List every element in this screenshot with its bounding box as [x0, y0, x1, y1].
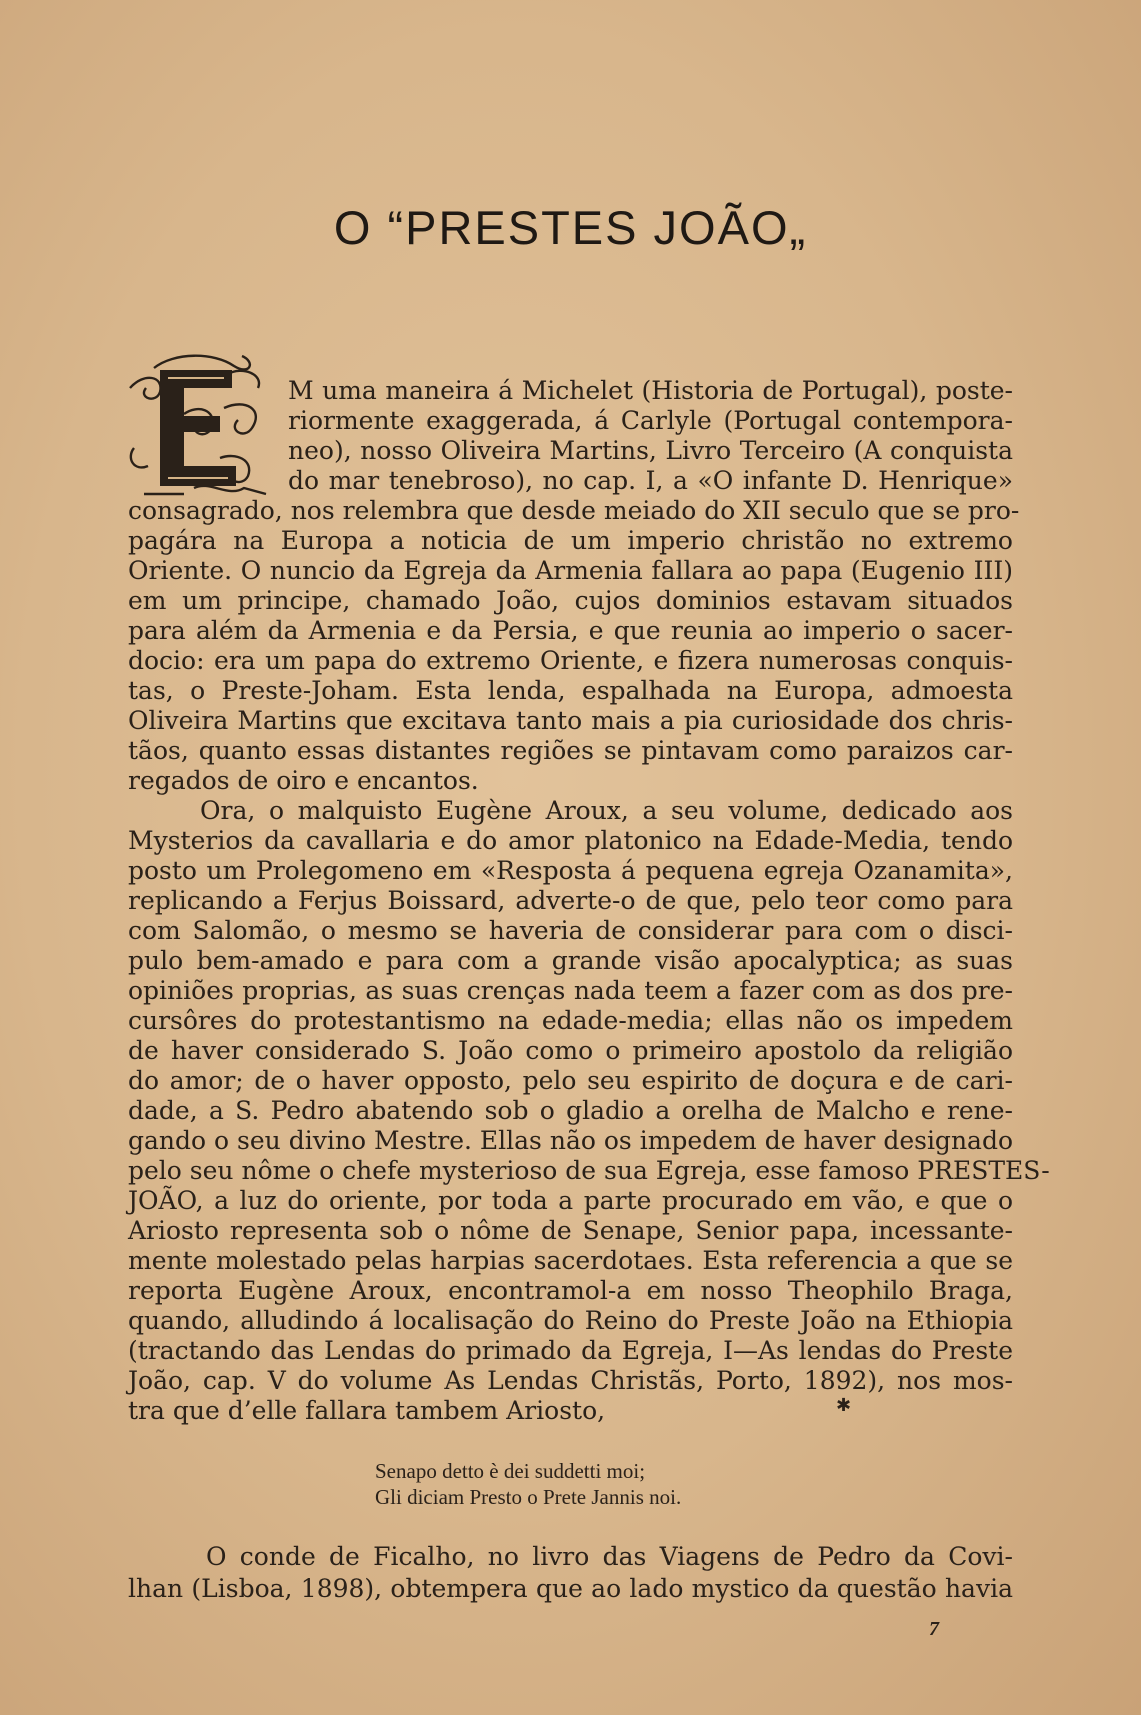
text-line: do mar tenebroso), no cap. I, a «O infante D. Henrique»	[288, 466, 1013, 495]
text-line: JOÃO, a luz do oriente, por toda a parte procurado em vão, e que o	[128, 1186, 1013, 1215]
text-line: tãos, quanto essas distantes regiões se pintavam como paraizos car-	[128, 736, 1013, 765]
text-line: posto um Prolegomeno em «Resposta á pequena egreja Ozanamita»,	[128, 856, 1013, 885]
text-line: neo), nosso Oliveira Martins, Livro Terceiro (A conquista	[288, 436, 1013, 465]
text-line: gando o seu divino Mestre. Ellas não os impedem de haver designado	[128, 1126, 1013, 1155]
text-line: Ora, o malquisto Eugène Aroux, a seu volume, dedicado aos	[200, 796, 1013, 825]
closing-paragraph	[128, 1541, 1013, 1605]
text-line: consagrado, nos relembra que desde meiado do XII seculo que se pro-	[128, 496, 1020, 525]
text-line: Oriente. O nuncio da Egreja da Armenia fallara ao papa (Eugenio III)	[128, 556, 1013, 585]
text-line: O conde de Ficalho, no livro das Viagens de Pedro da Covi-	[206, 1542, 1013, 1571]
text-line: dade, a S. Pedro abatendo sob o gladio a orelha de Malcho e rene-	[128, 1096, 1013, 1125]
text-line: regados de oiro e encantos.	[128, 766, 479, 795]
text-line: em um principe, chamado João, cujos dominios estavam situados	[128, 586, 1013, 615]
text-line: para além da Armenia e da Persia, e que reunia ao imperio o sacer-	[128, 616, 1013, 645]
text-line: com Salomão, o mesmo se haveria de considerar para com o disci-	[128, 916, 1013, 945]
verse-line: Senapo detto è dei suddetti moi;	[375, 1459, 646, 1483]
text-line: Oliveira Martins que excitava tanto mais a pia curiosidade dos chris-	[128, 706, 1013, 735]
text-line: (tractando das Lendas do primado da Egreja, I—As lendas do Preste	[128, 1336, 1013, 1365]
text-line: riormente exaggerada, á Carlyle (Portugal contempora-	[288, 406, 1013, 435]
text-line: de haver considerado S. João como o primeiro apostolo da religião	[128, 1036, 1013, 1065]
text-line: João, cap. V do volume As Lendas Christãs, Porto, 1892), nos mos-	[128, 1366, 1013, 1395]
text-line: mente molestado pelas harpias sacerdotaes. Esta referencia a que se	[128, 1246, 1013, 1275]
text-line: pagára na Europa a noticia de um imperio christão no extremo	[128, 526, 1013, 555]
text-line: opiniões proprias, as suas crenças nada teem a fazer com as dos pre-	[128, 976, 1013, 1005]
text-line: M uma maneira á Michelet (Historia de Portugal), poste-	[288, 376, 1013, 405]
text-line: pelo seu nôme o chefe mysterioso de sua Egreja, esse famoso PRESTES-	[128, 1156, 1050, 1185]
text-line: Ariosto representa sob o nôme de Senape, Senior papa, incessante-	[128, 1216, 1013, 1245]
verse-line: Gli diciam Presto o Prete Jannis noi.	[375, 1485, 682, 1509]
page-number: 7	[929, 1618, 939, 1640]
text-line: tra que d’elle fallara tambem Ariosto,	[128, 1396, 606, 1425]
chapter-title: O “PRESTES JOÃO„	[333, 201, 808, 254]
verse-quote	[375, 1458, 875, 1510]
text-line: pulo bem-amado e para com a grande visão apocalyptica; as suas	[128, 946, 1013, 975]
text-line: lhan (Lisboa, 1898), obtempera que ao lado mystico da questão havia	[128, 1574, 1013, 1603]
text-line: Mysterios da cavallaria e do amor platonico na Edade-Media, tendo	[128, 826, 1013, 855]
asterisk-mark: ✱	[836, 1395, 852, 1416]
text-line: quando, alludindo á localisação do Reino do Preste João na Ethiopia	[128, 1306, 1013, 1335]
text-line: replicando a Ferjus Boissard, adverte-o de que, pelo teor como para	[128, 886, 1013, 915]
text-line: do amor; de o haver opposto, pelo seu espirito de doçura e de cari-	[128, 1066, 1013, 1095]
text-line: tas, o Preste-Joham. Esta lenda, espalhada na Europa, admoesta	[128, 676, 1013, 705]
main-text	[128, 376, 1050, 1426]
text-line: reporta Eugène Aroux, encontramol-a em nosso Theophilo Braga,	[128, 1276, 1013, 1305]
text-line: docio: era um papa do extremo Oriente, e fizera numerosas conquis-	[128, 646, 1013, 675]
text-line: cursôres do protestantismo na edade-media; ellas não os impedem	[128, 1006, 1013, 1035]
